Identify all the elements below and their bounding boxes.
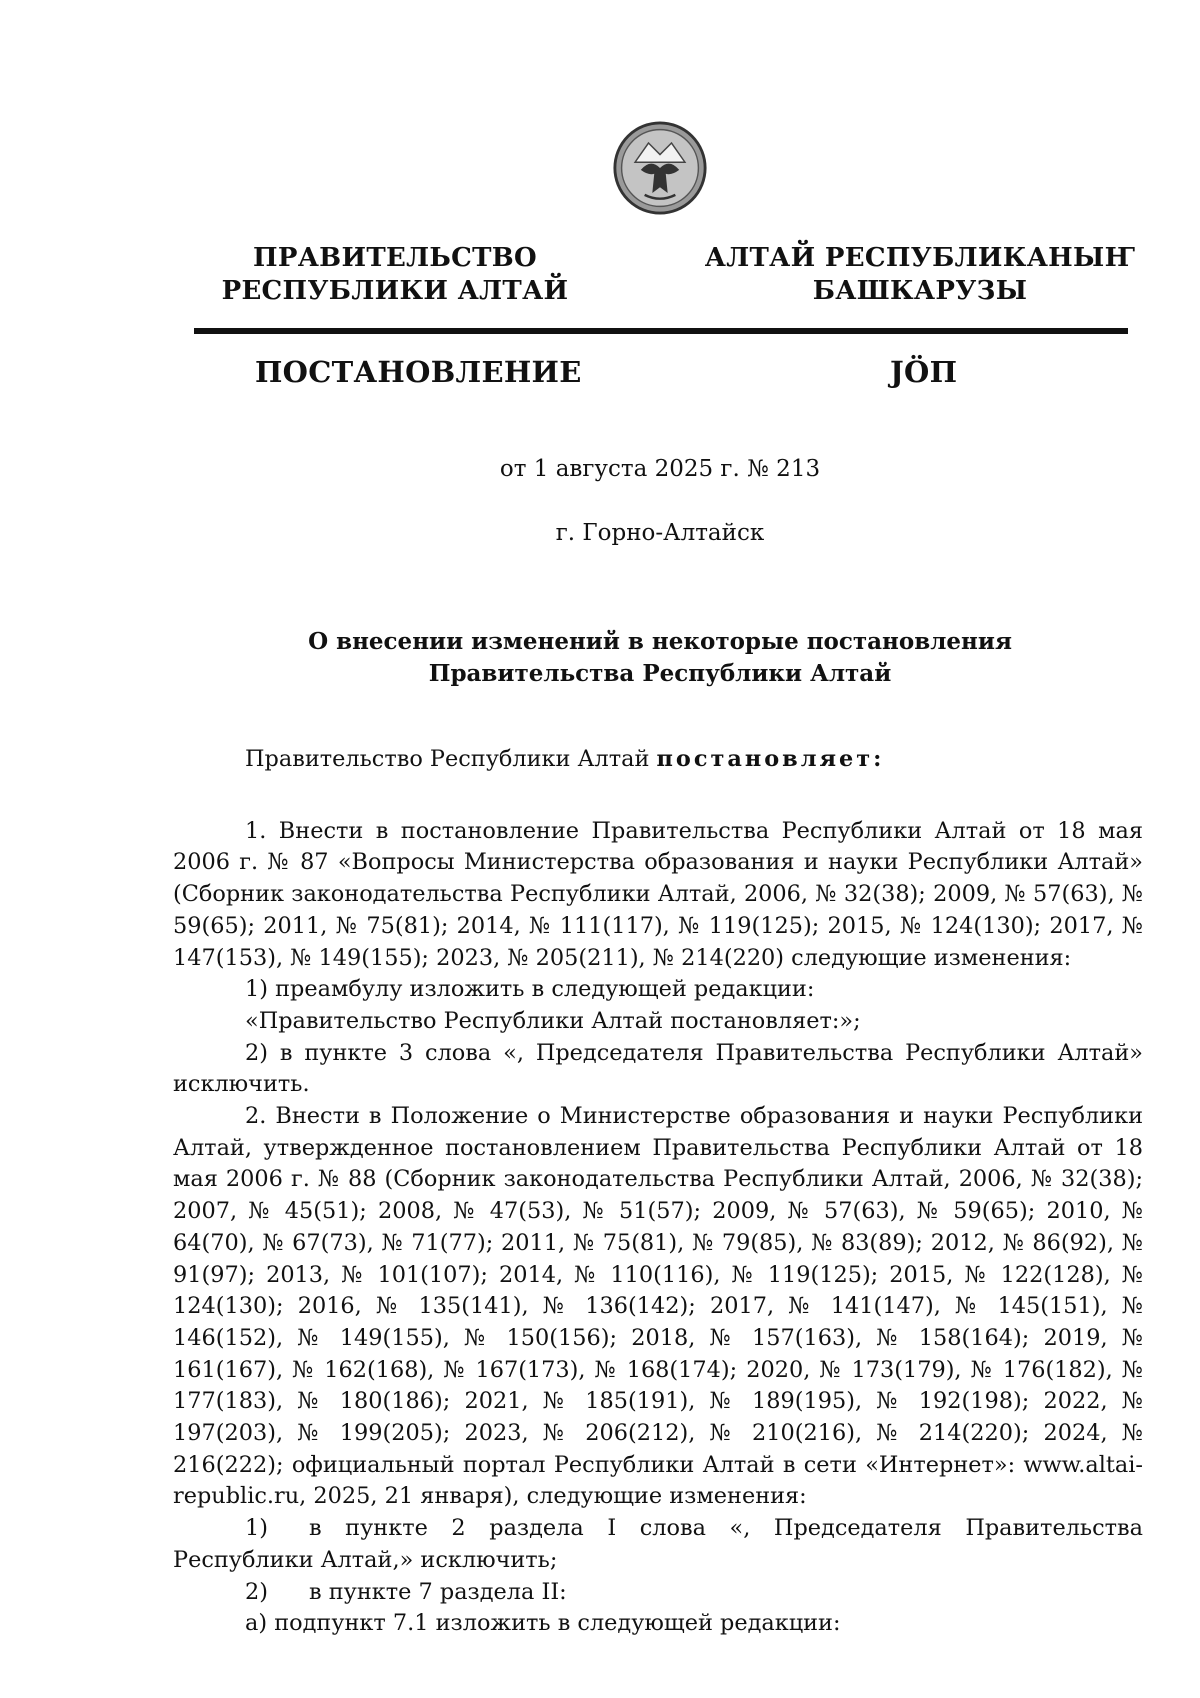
intro-text: Правительство Республики Алтай (245, 746, 657, 772)
paragraph-1-quote: «Правительство Республики Алтай постановляет:»; (245, 1007, 861, 1034)
list-item (173, 1577, 1143, 1609)
list-item-number: 2) (245, 1578, 268, 1605)
intro-paragraph (173, 744, 1143, 776)
subitem-a: а) подпункт 7.1 изложить в следующей редакции: (245, 1610, 841, 1637)
paragraph-1-item-1: 1) преамбулу изложить в следующей редакции: (245, 976, 815, 1003)
org-name-line-2: РЕСПУБЛИКИ АЛТАЙ (221, 276, 569, 306)
org-name-altai (700, 242, 1140, 308)
org-name-line-1: ПРАВИТЕЛЬСТВО (253, 243, 537, 273)
republic-altai-emblem-icon (612, 120, 708, 216)
org-name-altai-line-2: БАШКАРУЗЫ (812, 276, 1028, 306)
title-line-1: О внесении изменений в некоторые постановления (308, 628, 1012, 655)
document-title (0, 626, 1200, 690)
doc-type-altai: JӦП (890, 355, 958, 389)
list-item-number: 1) (245, 1515, 268, 1542)
list-item (173, 1513, 1143, 1576)
paragraph-1: 1. Внести в постановление Правительства Республики Алтай от 18 мая 2006 г. № 87 «Вопросы Министерства образования и науки Республики Алтай» (Сборник законодательства Республики Алтай, 2006, № 32(38); 2009, № 57(63), № 59(65); 2011, № 75(81); 2014, № 111(117), № 119(125); 2015, № 124(130); 2017, № 147(153), № 149(155); 2023, № 205(211), № 214(220) следующие изменения: (173, 817, 1143, 971)
intro-emphasis: постановляет: (656, 746, 885, 772)
date-and-number: от 1 августа 2025 г. № 213 (499, 456, 821, 482)
city: г. Горно-Алтайск (555, 520, 765, 546)
header-divider (194, 328, 1128, 334)
document-body (173, 744, 1143, 1640)
paragraph-2: 2. Внести в Положение о Министерстве образования и науки Республики Алтай, утвержденное постановлением Правительства Республики Алтай от 18 мая 2006 г. № 88 (Сборник законодательства Республики Алтай, 2006, № 32(38); 2007, № 45(51); 2008, № 47(53), № 51(57); 2009, № 57(63), № 59(65); 2010, № 64(70), № 67(73), № 71(77); 2011, № 75(81), № 79(85), № 83(89); 2012, № 86(92), № 91(97); 2013, № 101(107); 2014, № 110(116), № 119(125); 2015, № 122(128), № 124(130); 2016, № 135(141), № 136(142); 2017, № 141(147), № 145(151), № 146(152), № 149(155), № 150(156); 2018, № 157(163), № 158(164); 2019, № 161(167), № 162(168), № 167(173), № 168(174); 2020, № 173(179), № 176(182), № 177(183), № 180(186); 2021, № 185(191), № 189(195), № 192(198); 2022, № 197(203), № 199(205); 2023, № 206(212), № 210(216), № 214(220); 2024, № 216(222); официальный портал Республики Алтай в сети «Интернет»: www.altai-republic.ru, 2025, 21 января), следующие изменения: (173, 1103, 1143, 1510)
org-name-russian (215, 242, 575, 308)
paragraph-1-item-2: 2) в пункте 3 слова «, Председателя Правительства Республики Алтай» исключить. (173, 1039, 1143, 1098)
list-item-text: в пункте 7 раздела II: (309, 1578, 567, 1605)
org-name-altai-line-1: АЛТАЙ РЕСПУБЛИКАНЫҤ (704, 243, 1136, 273)
doc-type-russian: ПОСТАНОВЛЕНИЕ (255, 355, 582, 389)
title-line-2: Правительства Республики Алтай (428, 660, 892, 687)
list-item-text: в пункте 2 раздела I слова «, Председателя Правительства Республики Алтай,» исключить; (173, 1515, 1143, 1573)
